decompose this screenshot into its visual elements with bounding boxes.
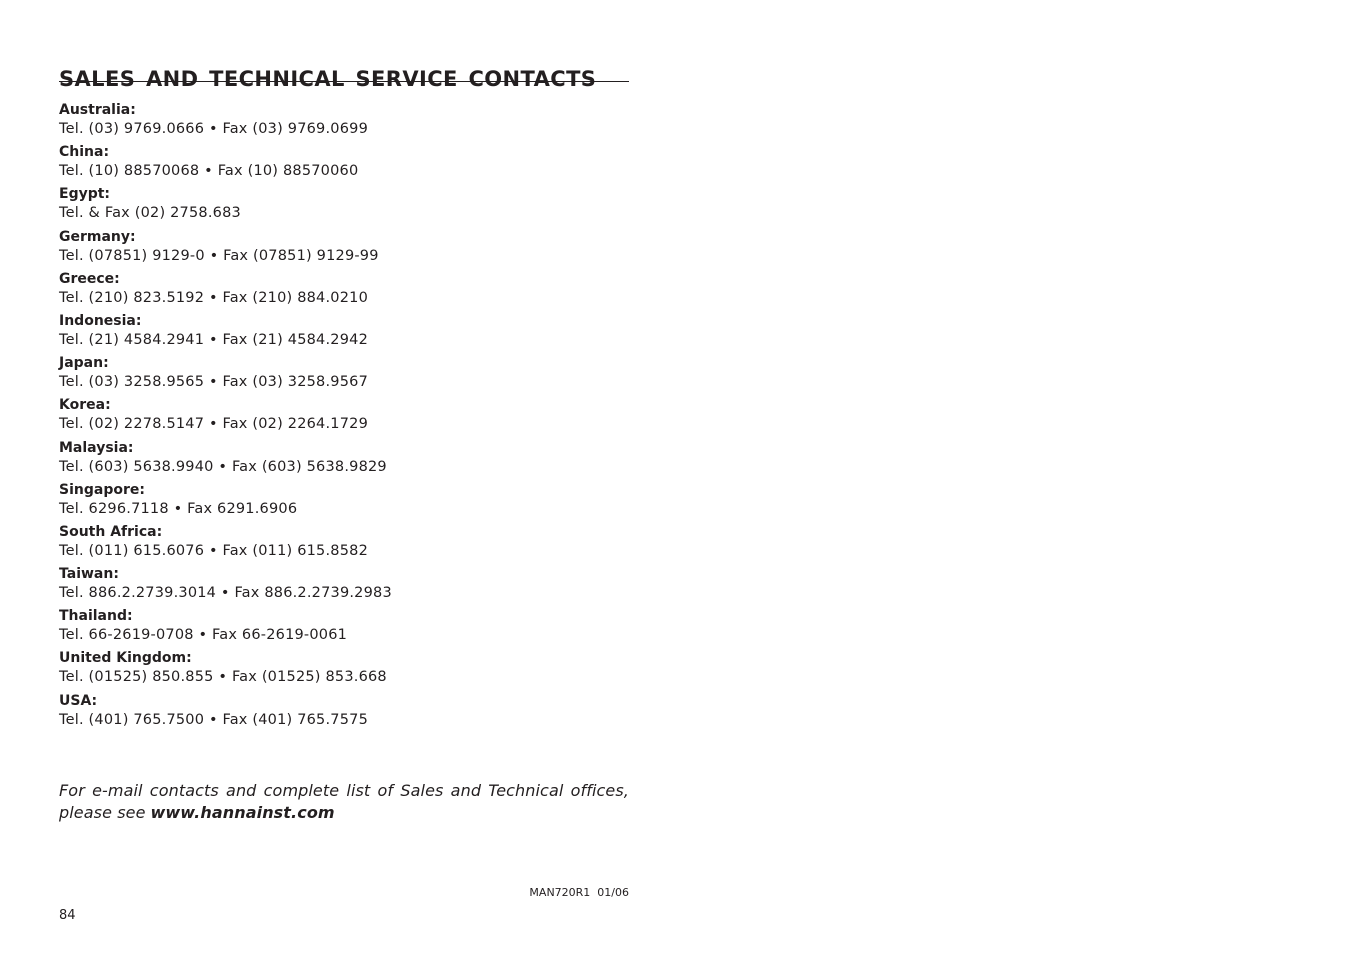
phone-fax-line: Tel. (21) 4584.2941 • Fax (21) 4584.2942 xyxy=(59,331,368,348)
website-note xyxy=(59,780,629,824)
contact-entry xyxy=(59,353,659,395)
country-name: Germany: xyxy=(59,228,136,245)
title-underline xyxy=(59,81,629,82)
phone-fax-line: Tel. (603) 5638.9940 • Fax (603) 5638.9829 xyxy=(59,458,387,475)
country-name: Thailand: xyxy=(59,608,133,625)
contact-entry xyxy=(59,522,659,564)
phone-fax-line: Tel. (02) 2278.5147 • Fax (02) 2264.1729 xyxy=(59,416,368,433)
country-name: Korea: xyxy=(59,397,111,414)
contact-entry xyxy=(59,438,659,480)
country-name: Greece: xyxy=(59,270,120,287)
contact-entry xyxy=(59,184,659,226)
contact-entry xyxy=(59,564,659,606)
phone-fax-line: Tel. (03) 3258.9565 • Fax (03) 3258.9567 xyxy=(59,374,368,391)
contact-entry xyxy=(59,269,659,311)
country-name: Malaysia: xyxy=(59,439,134,456)
country-name: USA: xyxy=(59,692,98,709)
contact-entry xyxy=(59,691,659,733)
contact-list xyxy=(59,100,659,733)
phone-fax-line: Tel. (01525) 850.855 • Fax (01525) 853.668 xyxy=(59,669,387,686)
phone-fax-line: Tel. 6296.7118 • Fax 6291.6906 xyxy=(59,500,298,517)
contact-entry xyxy=(59,606,659,648)
contact-entry xyxy=(59,480,659,522)
country-name: Australia: xyxy=(59,102,136,118)
website-note-text: For e-mail contacts and complete list of Sales and Technical offices, please see xyxy=(59,781,629,822)
country-name: United Kingdom: xyxy=(59,650,192,667)
contact-entry xyxy=(59,227,659,269)
phone-fax-line: Tel. (011) 615.6076 • Fax (011) 615.8582 xyxy=(59,542,368,559)
phone-fax-line: Tel. (03) 9769.0666 • Fax (03) 9769.0699 xyxy=(59,121,368,137)
phone-fax-line: Tel. 66-2619-0708 • Fax 66-2619-0061 xyxy=(59,627,348,644)
country-name: Singapore: xyxy=(59,481,145,498)
phone-fax-line: Tel. 886.2.2739.3014 • Fax 886.2.2739.2983 xyxy=(59,585,392,602)
country-name: Japan: xyxy=(59,355,109,372)
country-name: South Africa: xyxy=(59,523,163,540)
country-name: China: xyxy=(59,144,110,161)
contact-entry xyxy=(59,311,659,353)
phone-fax-line: Tel. (07851) 9129-0 • Fax (07851) 9129-99 xyxy=(59,247,379,264)
page-title: SALES AND TECHNICAL SERVICE CONTACTS xyxy=(59,67,597,92)
country-name: Indonesia: xyxy=(59,312,142,329)
contact-entry xyxy=(59,648,659,690)
page-number: 84 xyxy=(59,908,76,923)
contact-entry xyxy=(59,142,659,184)
contact-entry xyxy=(59,100,659,142)
country-name: Taiwan: xyxy=(59,566,119,583)
phone-fax-line: Tel. & Fax (02) 2758.683 xyxy=(59,205,241,222)
website-link[interactable]: www.hannainst.com xyxy=(150,803,335,822)
country-name: Egypt: xyxy=(59,186,111,203)
phone-fax-line: Tel. (401) 765.7500 • Fax (401) 765.7575 xyxy=(59,711,368,728)
phone-fax-line: Tel. (10) 88570068 • Fax (10) 88570060 xyxy=(59,163,359,180)
phone-fax-line: Tel. (210) 823.5192 • Fax (210) 884.0210 xyxy=(59,289,368,306)
contact-entry xyxy=(59,395,659,437)
document-code: MAN720R1 01/06 xyxy=(529,886,629,899)
